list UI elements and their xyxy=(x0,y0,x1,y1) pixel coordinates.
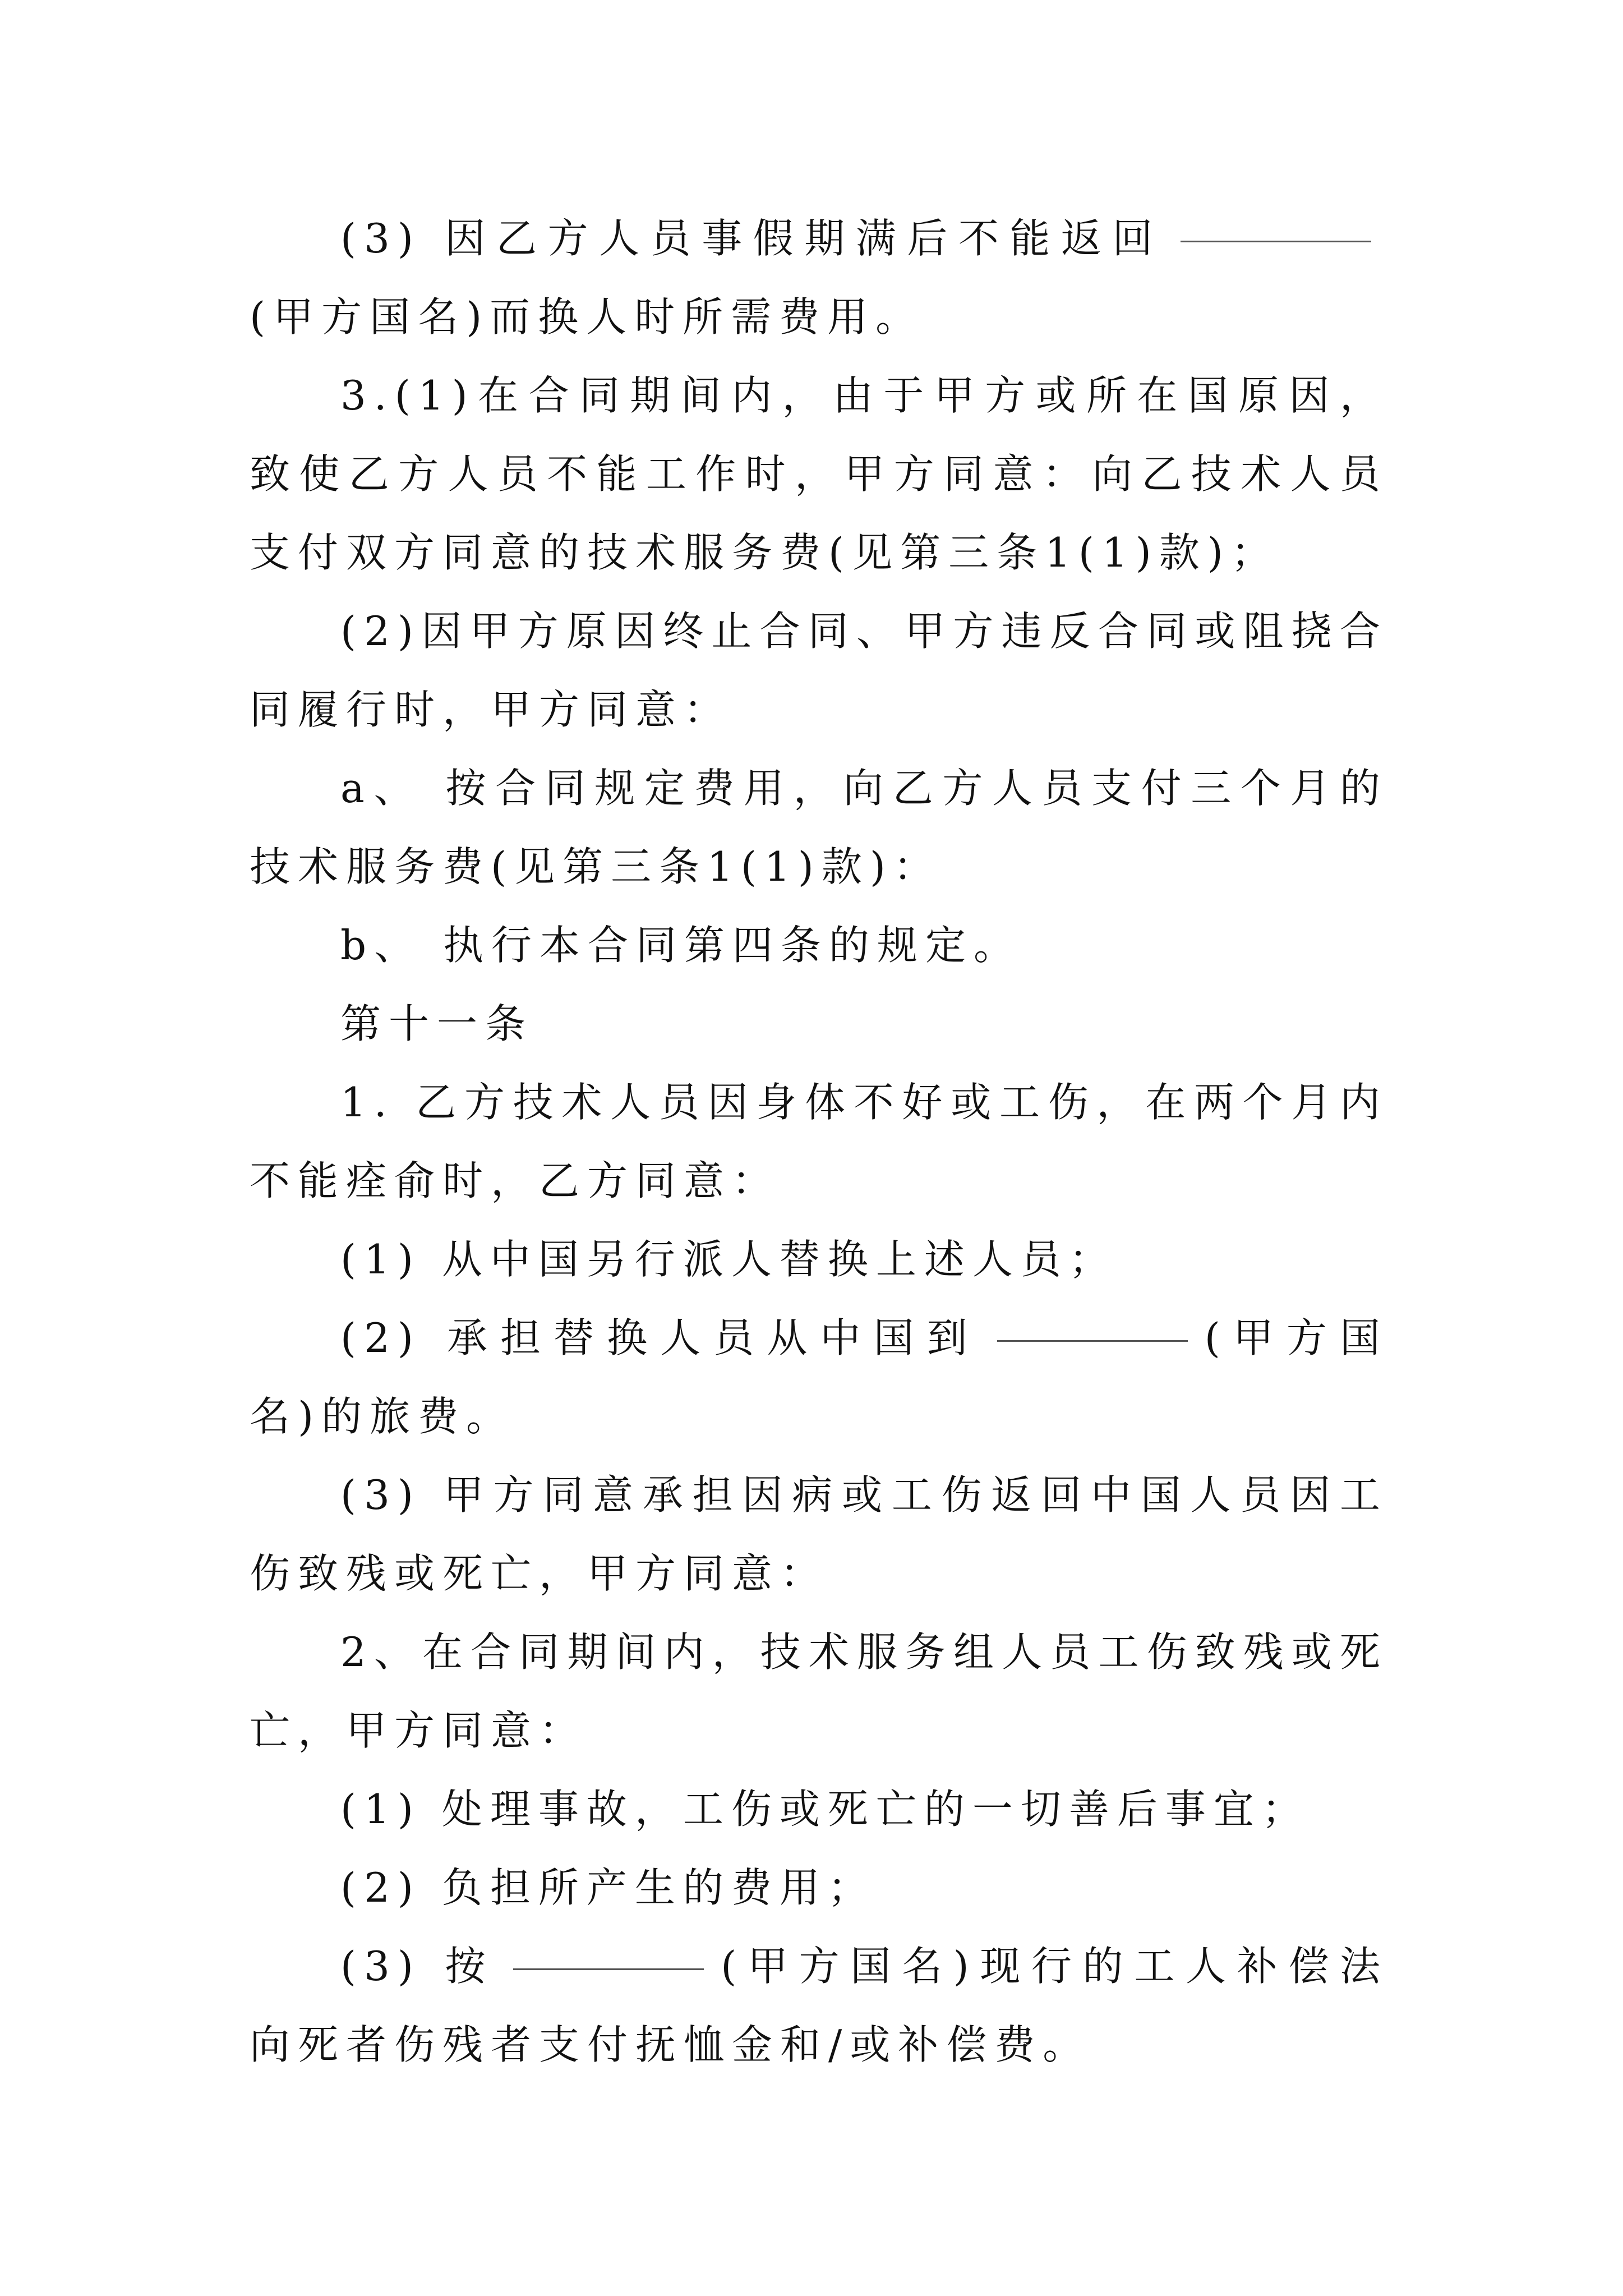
paragraph-1-text-after: (甲方国名)而换人时所需费用。 xyxy=(250,293,924,341)
paragraph-14 xyxy=(250,1927,1388,2084)
paragraph-11-text: 2、在合同期间内，技术服务组人员工伤致残或死亡，甲方同意： xyxy=(250,1628,1388,1754)
paragraph-12 xyxy=(250,1770,1388,1848)
paragraph-4-text: a、 按合同规定费用，向乙方人员支付三个月的技术服务费(见第三条1(1)款)： xyxy=(250,765,1388,890)
paragraph-11 xyxy=(250,1613,1388,1770)
paragraph-10-text: (3) 甲方同意承担因病或工伤返回中国人员因工伤致残或死亡，甲方同意： xyxy=(250,1471,1388,1597)
paragraph-5 xyxy=(250,906,1388,984)
paragraph-13-text: (2) 负担所产生的费用； xyxy=(340,1864,876,1911)
fill-in-blank-1 xyxy=(1181,200,1371,242)
article-heading xyxy=(250,984,1388,1063)
paragraph-2-text: 3.(1)在合同期间内，由于甲方或所在国原因，致使乙方人员不能工作时，甲方同意：向乙技术人员支付双方同意的技术服务费(见第三条1(1)款)； xyxy=(250,372,1388,576)
paragraph-3-text: (2)因甲方原因终止合同、甲方违反合同或阻挠合同履行时，甲方同意： xyxy=(250,608,1388,733)
paragraph-13 xyxy=(250,1848,1388,1927)
paragraph-9-text: (2) 承担替换人员从中国到 xyxy=(340,1314,980,1361)
paragraph-9-text-after: (甲方国名)的旅费。 xyxy=(250,1314,1388,1440)
paragraph-14-text: (3) 按 xyxy=(340,1943,497,1990)
paragraph-2 xyxy=(250,356,1388,592)
paragraph-8-text: (1) 从中国另行派人替换上述人员； xyxy=(340,1236,1117,1283)
paragraph-14-text-after: (甲方国名)现行的工人补偿法向死者伤残者支付抚恤金和/或补偿费。 xyxy=(250,1943,1388,2068)
paragraph-1-text: (3) 因乙方人员事假期满后不能返回 xyxy=(340,215,1164,262)
document-body xyxy=(250,199,1388,2084)
paragraph-4 xyxy=(250,749,1388,906)
paragraph-1 xyxy=(250,199,1388,356)
paragraph-9 xyxy=(250,1299,1388,1456)
fill-in-blank-3 xyxy=(513,1928,704,1970)
paragraph-10 xyxy=(250,1456,1388,1613)
article-heading-text: 第十一条 xyxy=(340,1000,534,1047)
paragraph-7 xyxy=(250,1063,1388,1220)
paragraph-12-text: (1) 处理事故，工伤或死亡的一切善后事宜； xyxy=(340,1786,1310,1833)
paragraph-8 xyxy=(250,1220,1388,1299)
paragraph-7-text: 1. 乙方技术人员因身体不好或工伤，在两个月内不能痊俞时，乙方同意： xyxy=(250,1079,1388,1204)
paragraph-3 xyxy=(250,592,1388,749)
fill-in-blank-2 xyxy=(997,1300,1188,1342)
paragraph-5-text: b、 执行本合同第四条的规定。 xyxy=(340,922,1022,969)
